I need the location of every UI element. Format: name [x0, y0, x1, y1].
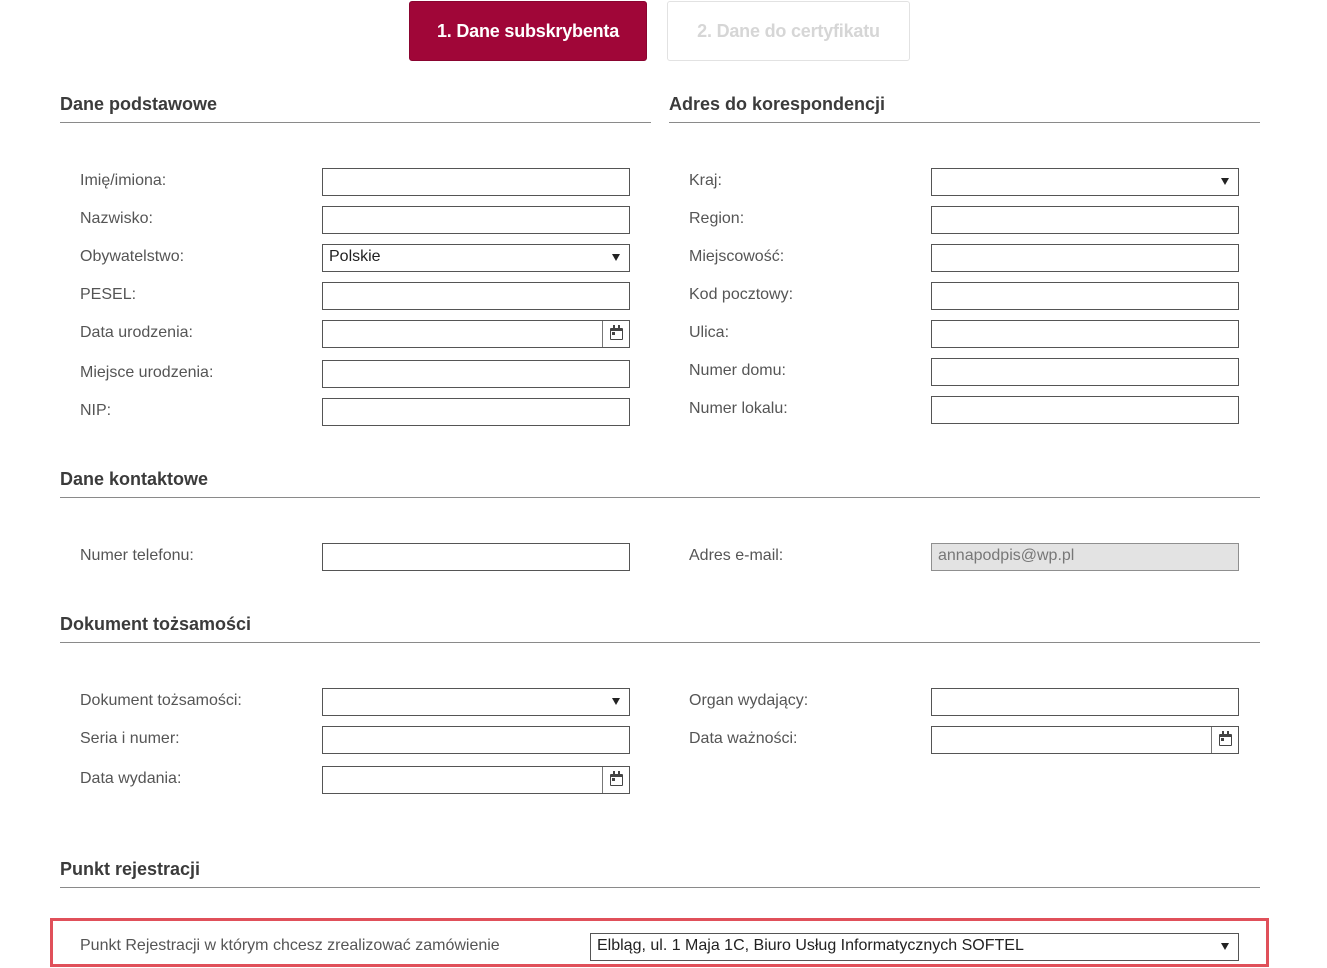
issue-date-input[interactable] [322, 766, 630, 794]
first-name-input[interactable] [322, 168, 630, 196]
calendar-icon [610, 328, 623, 340]
section-title-contact: Dane kontaktowe [60, 469, 209, 489]
birth-date-label: Data urodzenia: [80, 324, 193, 341]
region-label: Region: [689, 210, 745, 227]
calendar-button[interactable] [602, 767, 629, 793]
calendar-button[interactable] [602, 321, 629, 347]
section-divider [60, 642, 1260, 643]
series-number-label: Seria i numer: [80, 730, 180, 747]
country-select[interactable] [931, 168, 1239, 196]
expiry-date-input[interactable] [931, 726, 1239, 754]
registration-point-label: Punkt Rejestracji w którym chcesz zrealizować zamówienie [80, 937, 500, 954]
phone-label: Numer telefonu: [80, 547, 194, 564]
country-label: Kraj: [689, 172, 722, 189]
calendar-icon [1219, 734, 1232, 746]
section-divider [669, 122, 1260, 123]
apartment-number-label: Numer lokalu: [689, 400, 788, 417]
series-number-input[interactable] [322, 726, 630, 754]
section-title-identity: Dokument tożsamości [60, 614, 252, 634]
postal-code-label: Kod pocztowy: [689, 286, 794, 303]
section-title-address: Adres do korespondencji [669, 94, 886, 114]
region-input[interactable] [931, 206, 1239, 234]
section-divider [60, 887, 1260, 888]
registration-point-select[interactable] [590, 933, 1239, 961]
calendar-button[interactable] [1211, 727, 1238, 753]
house-number-label: Numer domu: [689, 362, 786, 379]
city-input[interactable] [931, 244, 1239, 272]
chevron-down-icon [1221, 178, 1229, 185]
birth-place-label: Miejsce urodzenia: [80, 364, 214, 381]
chevron-down-icon [612, 254, 620, 261]
section-title-basic: Dane podstawowe [60, 94, 218, 114]
street-label: Ulica: [689, 324, 730, 341]
phone-input[interactable] [322, 543, 630, 571]
citizenship-select[interactable] [322, 244, 630, 272]
email-label: Adres e-mail: [689, 547, 784, 564]
chevron-down-icon [1221, 943, 1229, 950]
calendar-icon [610, 774, 623, 786]
nip-label: NIP: [80, 402, 112, 419]
house-number-input[interactable] [931, 358, 1239, 386]
step-tab-subscriber[interactable]: 1. Dane subskrybenta [409, 1, 647, 61]
document-type-label: Dokument tożsamości: [80, 692, 242, 709]
section-divider [60, 122, 651, 123]
street-input[interactable] [931, 320, 1239, 348]
section-divider [60, 497, 1260, 498]
city-label: Miejscowość: [689, 248, 785, 265]
step-tab-certificate[interactable]: 2. Dane do certyfikatu [667, 1, 910, 61]
issue-date-label: Data wydania: [80, 770, 182, 787]
last-name-label: Nazwisko: [80, 210, 153, 227]
issuing-authority-input[interactable] [931, 688, 1239, 716]
nip-input[interactable] [322, 398, 630, 426]
section-title-registration: Punkt rejestracji [60, 859, 201, 879]
birth-date-input[interactable] [322, 320, 630, 348]
registration-point-selected-value: Elbląg, ul. 1 Maja 1C, Biuro Usług Informatycznych SOFTEL [597, 937, 1024, 954]
apartment-number-input[interactable] [931, 396, 1239, 424]
citizenship-selected-value: Polskie [329, 248, 381, 265]
email-field: annapodpis@wp.pl [931, 543, 1239, 571]
postal-code-input[interactable] [931, 282, 1239, 310]
pesel-input[interactable] [322, 282, 630, 310]
first-name-label: Imię/imiona: [80, 172, 167, 189]
last-name-input[interactable] [322, 206, 630, 234]
birth-place-input[interactable] [322, 360, 630, 388]
issuing-authority-label: Organ wydający: [689, 692, 809, 709]
pesel-label: PESEL: [80, 286, 137, 303]
expiry-date-label: Data ważności: [689, 730, 798, 747]
document-type-select[interactable] [322, 688, 630, 716]
chevron-down-icon [612, 698, 620, 705]
citizenship-label: Obywatelstwo: [80, 248, 185, 265]
